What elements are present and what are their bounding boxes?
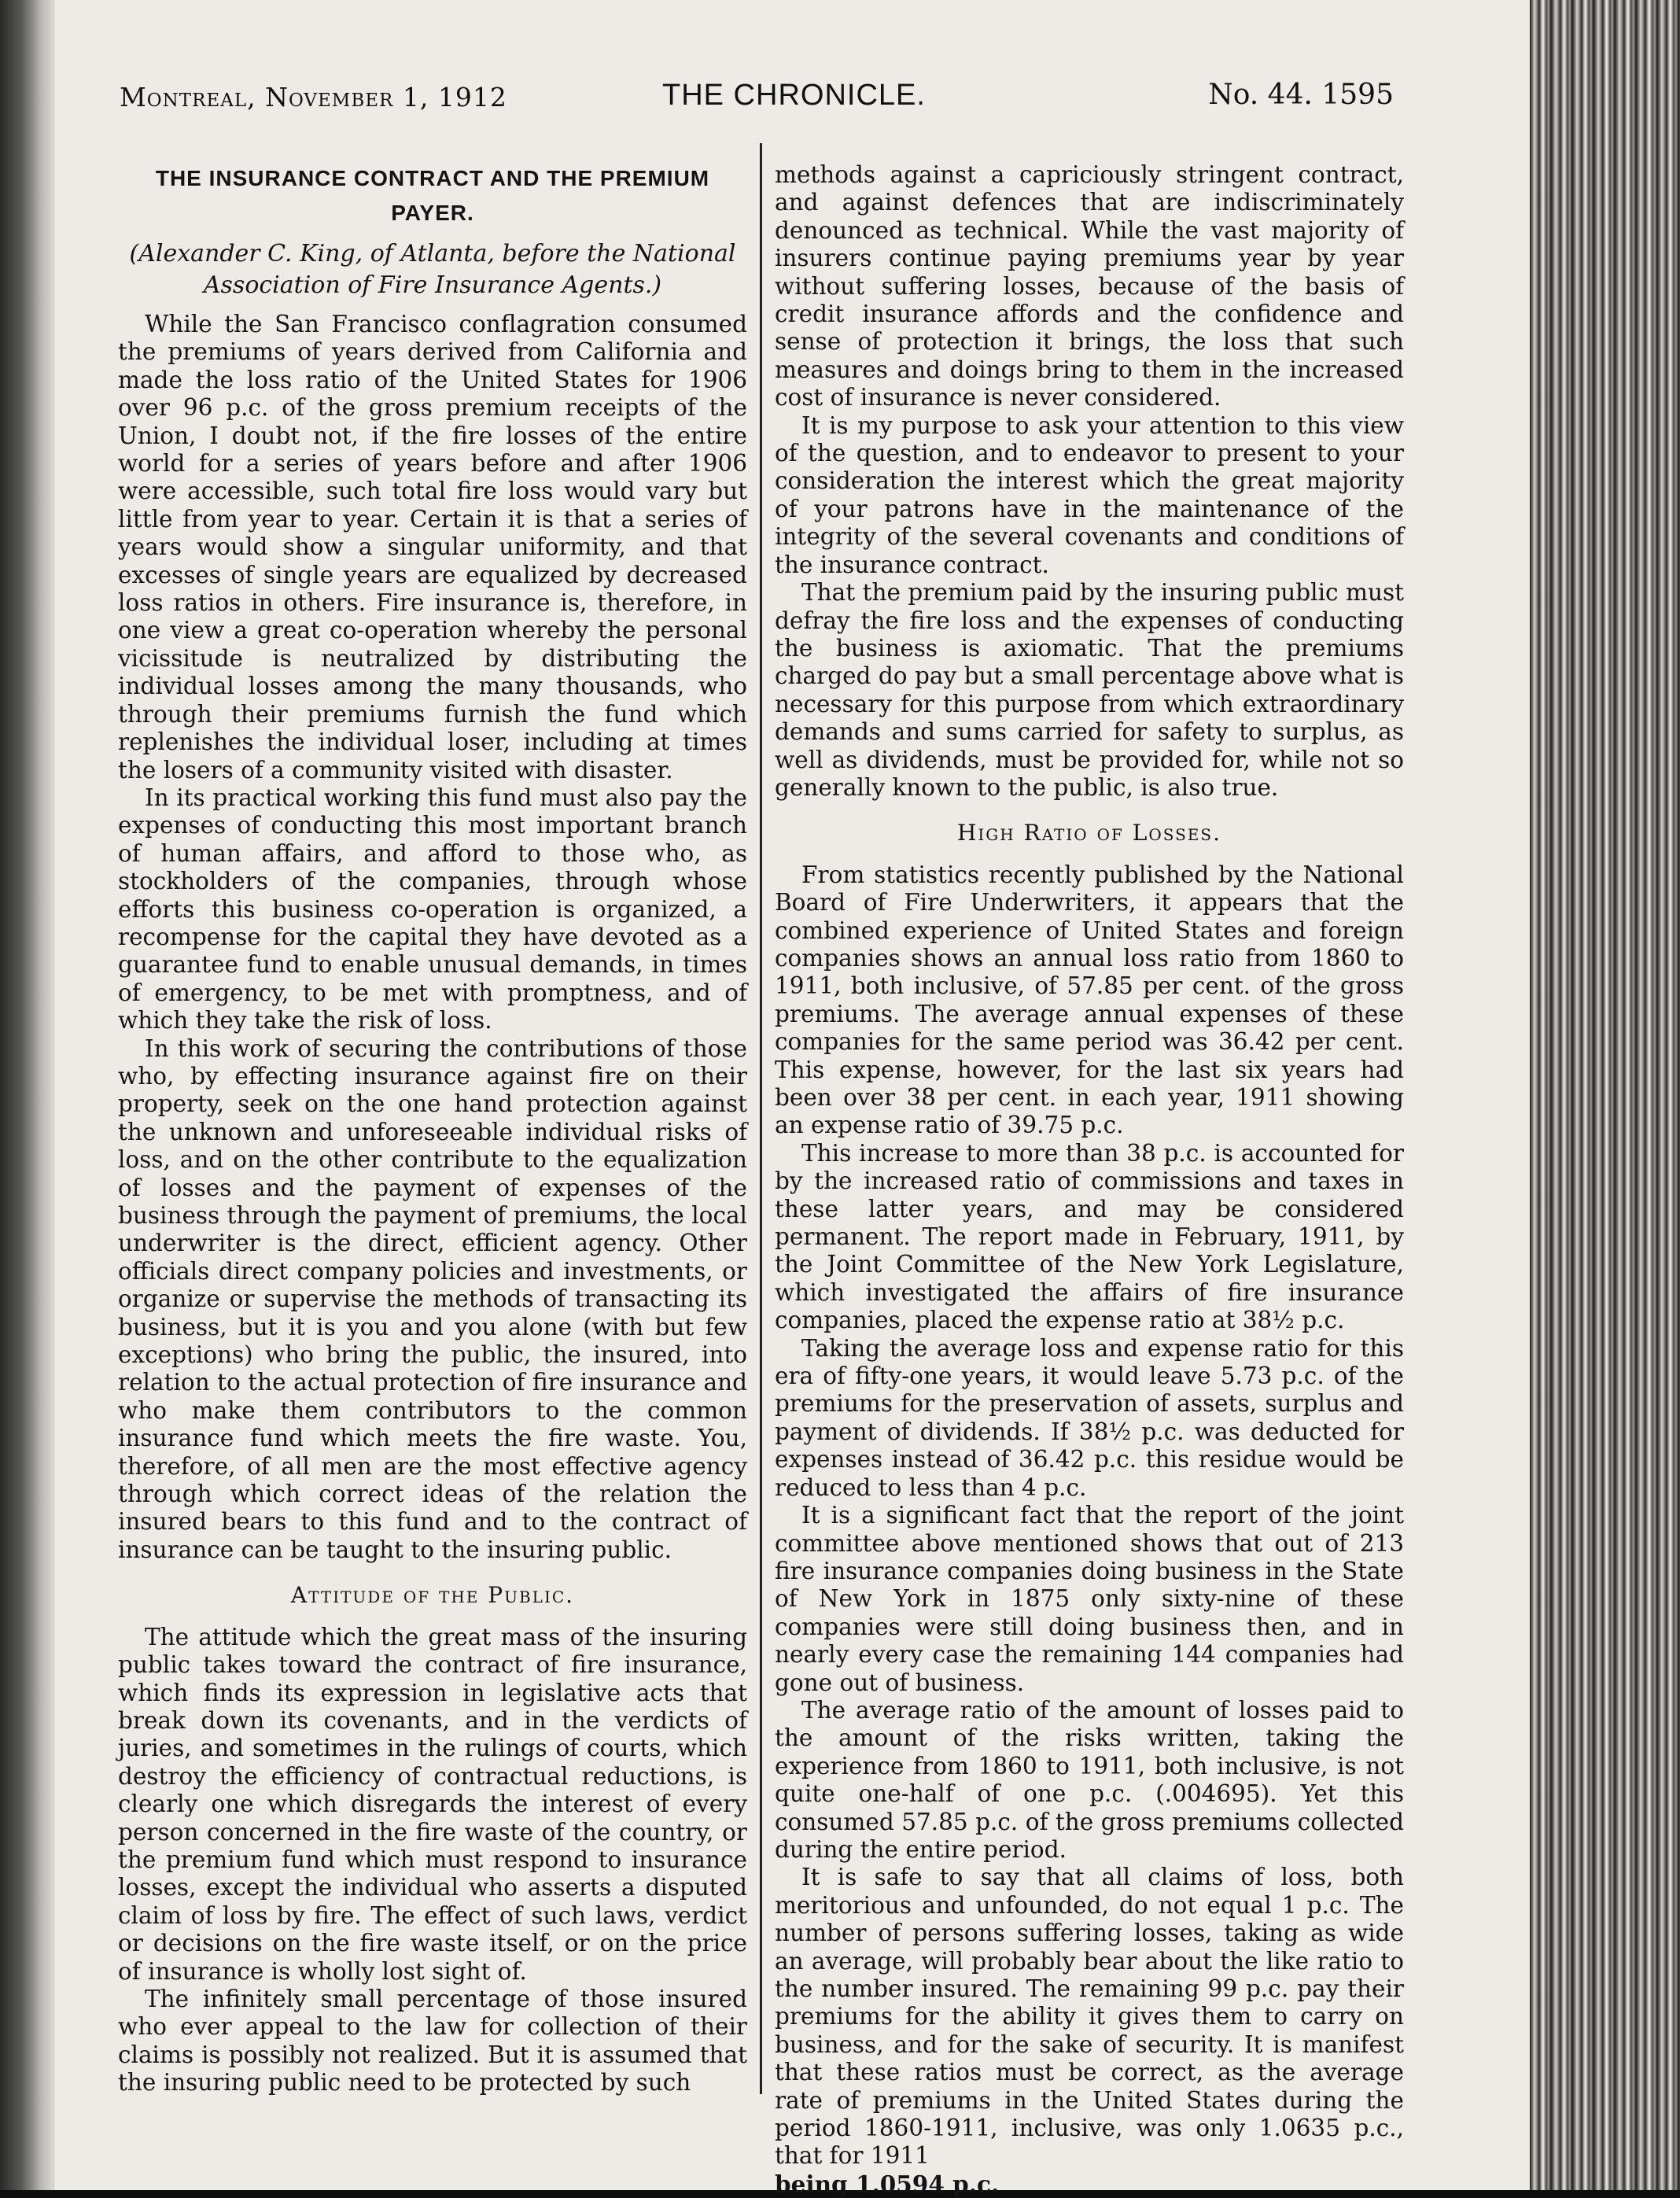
paragraph: In its practical working this fund must also pay the expenses of conducting this most important branch of human affairs, and afford to those who, as stockholders of the companies, through whose efforts this business co-operation is organized, a recompense for the capital they have devoted as a guarantee fund to enable unusual demands, in times of emergency, to be met with promptness, and of which they take the risk of loss. [118,784,747,1034]
paragraph: It is safe to say that all claims of loss, both meritorious and unfounded, do not equal 1 p.c. The number of persons suffering losses, taking as wide an average, will probably bear about the like ratio to the number insured. The remaining 99 p.c. pay their premiums for the ability it gives them to carry on business, and for the sake of security. It is manifest that these ratios must be correct, as the average rate of premiums in the United States during the period 1860-1911, inclusive, was only 1.0635 p.c., that for 1911 [775,1864,1404,2170]
article-byline: (Alexander C. King, of Atlanta, before the National Association of Fire Insurance Agents.) [129,240,736,299]
paragraph: It is a significant fact that the report of the joint committee above mentioned shows that out of 213 fire insurance companies doing business in the State of New York in 1875 only sixty-nine of these companies were still doing business then, and in nearly every case the remaining 144 companies had gone out of business. [775,1502,1404,1696]
paragraph: From statistics recently published by the National Board of Fire Underwriters, it appears that the combined experience of United States and foreign companies shows an annual loss ratio from 1860 to 1911, both inclusive, of 57.85 per cent. of the gross premiums. The average annual expenses of these companies for the same period was 36.42 per cent. This expense, however, for the last six years had been over 38 per cent. in each year, 1911 showing an expense ratio of 39.75 p.c. [775,861,1404,1139]
column-rule [760,143,762,2094]
final-line: being 1.0594 p.c. [775,2170,1000,2198]
paragraph: The attitude which the great mass of the insuring public takes toward the contract of fire insurance, which finds its expression in legislative acts that break down its covenants, and in the verdicts of juries, and sometimes in the rulings of courts, which destroy the efficiency of contractual reductions, is clearly one which disregards the interest of every person concerned in the fire waste of the country, or the premium fund which must respond to insurance losses, except the individual who asserts a disputed claim of loss by fire. The effect of such laws, verdict or decisions on the fire waste itself, or on the price of insurance is wholly lost sight of. [118,1623,747,1985]
section-heading: Attitude of the Public. [290,1582,575,1609]
paragraph: It is my purpose to ask your attention to this view of the question, and to endeavor to present to your consideration the interest which the great majority of your patrons have in the maintenance of the integrity of the several covenants and conditions of the insurance contract. [775,411,1404,578]
paragraph: While the San Francisco conflagration consumed the premiums of years derived from California and made the loss ratio of the United States for 1906 over 96 p.c. of the gross premium receipts of the Union, I doubt not, if the fire losses of the entire world for a series of years before and after 1906 were accessible, such total fire loss would vary but little from year to year. Certain it is that a series of years would show a singular uniformity, and that excesses of single years are equalized by decreased loss ratios in others. Fire insurance is, therefore, in one view a great co-operation whereby the personal vicissitude is neutralized by distributing the individual losses among the many thousands, who through their premiums furnish the fund which replenishes the individual loser, including at times the losers of a community visited with disaster. [118,311,747,784]
paragraph: In this work of securing the contributions of those who, by effecting insurance against fire on their property, seek on the one hand protection against the unknown and unforeseeable individual risks of loss, and on the other contribute to the equalization of losses and the payment of expenses of the business through the payment of premiums, the local underwriter is the direct, efficient agency. Other officials direct company policies and investments, or organize or supervise the methods of transacting its business, but it is you and you alone (with but few exceptions) who bring the public, the insured, into relation to the actual protection of fire insurance and who make them contributors to the common insurance fund which meets the fire waste. You, therefore, of all men are the most effective agency through which correct ideas of the relation the insured bears to this fund and to the contract of insurance can be taught to the insuring public. [118,1034,747,1563]
article-title: THE INSURANCE CONTRACT AND THE PREMIUM PAYER. [155,166,710,225]
section-heading: High Ratio of Losses. [956,820,1222,846]
right-column [775,161,1404,2198]
paragraph: The average ratio of the amount of losses paid to the amount of the risks written, taking the experience from 1860 to 1911, both inclusive, is not quite one-half of one p.c. (.004695). Yet this consumed 57.85 p.c. of the gross premiums collected during the entire period. [775,1696,1404,1863]
paragraph: This increase to more than 38 p.c. is accounted for by the increased ratio of commissions and taxes in these latter years, and may be considered permanent. The report made in February, 1911, by the Joint Committee of the New York Legislature, which investigated the affairs of fire insurance companies, placed the expense ratio at 38½ p.c. [775,1139,1404,1334]
running-header [120,76,1394,123]
paragraph: methods against a capriciously stringent contract, and against defences that are indiscriminately denounced as technical. While the vast majority of insurers continue paying premiums year by year without suffering losses, because of the basis of credit insurance affords and the confidence and sense of protection it brings, the loss that such measures and doings bring to them in the increased cost of insurance is never considered. [775,161,1404,411]
left-column [118,161,747,2097]
paragraph: The infinitely small percentage of those insured who ever appeal to the law for collection of their claims is possibly not realized. But it is assumed that the insuring public need to be protected by such [118,1985,747,2097]
paragraph: Taking the average loss and expense ratio for this era of fifty-one years, it would leave 5.73 p.c. of the premiums for the preservation of assets, surplus and payment of dividends. If 38½ p.c. was deducted for expenses instead of 36.42 p.c. this residue would be reduced to less than 4 p.c. [775,1334,1404,1501]
header-masthead: THE CHRONICLE. [662,79,926,112]
paragraph: That the premium paid by the insuring public must defray the fire loss and the expenses of conducting the business is axiomatic. That the premiums charged do pay but a small percentage above what is necessary for this purpose from which extraordinary demands and sums carried for safety to surplus, as well as dividends, must be provided for, while not so generally known to the public, is also true. [775,579,1404,801]
page-edges [1530,0,1680,2190]
header-dateline: Montreal, November 1, 1912 [120,82,507,112]
book-gutter [0,0,55,2190]
header-issue-page: No. 44. 1595 [1208,79,1394,111]
